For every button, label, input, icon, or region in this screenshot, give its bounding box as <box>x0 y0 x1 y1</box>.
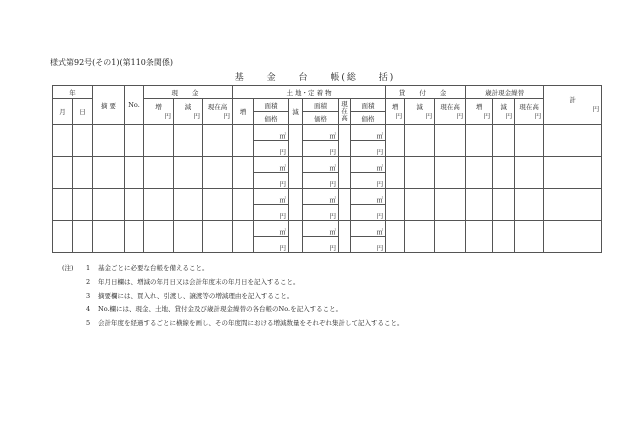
yen-unit: 円 <box>223 111 230 120</box>
sqm-cell: ㎡ <box>254 157 289 173</box>
cash-increase-header <box>144 99 174 125</box>
total-label: 計 <box>569 96 576 104</box>
land-balance-price-header: 価格 <box>351 112 386 125</box>
transfer-balance-header <box>515 99 544 125</box>
loan-balance-header <box>435 99 466 125</box>
note-item <box>62 262 404 276</box>
land-increase-header: 増 <box>233 99 254 125</box>
note-text: No.欄には、現金、土地、貸付金及び歳計現金繰替の各台帳のNo.を記入すること。 <box>98 305 343 314</box>
yen-unit: 円 <box>425 111 433 120</box>
yen-unit: 円 <box>395 111 403 120</box>
yen-cell: 円 <box>351 141 386 157</box>
balance-label: 現在高 <box>440 102 460 111</box>
no-header: No. <box>125 86 144 125</box>
balance-label: 現在高 <box>207 102 228 111</box>
decrease-label: 減 <box>184 102 192 111</box>
table-row <box>53 189 602 205</box>
cash-balance-header <box>203 99 233 125</box>
decrease-label: 減 <box>500 102 507 111</box>
yen-cell: 円 <box>351 173 386 189</box>
note-number: 1 <box>86 264 91 272</box>
yen-unit: 円 <box>534 111 542 120</box>
land-decrease-price-header: 価格 <box>303 112 339 125</box>
land-decrease-header: 減 <box>289 99 303 125</box>
note-number: 4 <box>86 305 91 314</box>
decrease-label: 減 <box>416 102 423 111</box>
cash-header: 現 金 <box>144 86 233 99</box>
note-item <box>62 317 404 331</box>
sqm-cell: ㎡ <box>351 125 386 141</box>
transfer-header: 歳計現金繰替 <box>466 86 544 99</box>
loan-increase-header <box>386 99 405 125</box>
transfer-decrease-header <box>493 99 515 125</box>
note-text: 会計年度を経過するごとに横線を画し、その年度間における増減数量をそれぞれ集計して記入すること。 <box>98 319 404 328</box>
land-increase-area-header: 面積 <box>254 99 289 112</box>
yen-unit: 円 <box>164 111 171 120</box>
yen-cell: 円 <box>254 141 289 157</box>
title-char: 括) <box>378 73 396 83</box>
note-text: 年月日欄は、増減の年月日又は会計年度末の年月日を記入すること。 <box>98 277 300 286</box>
land-balance-area-header: 面積 <box>351 99 386 112</box>
increase-label: 増 <box>475 102 483 111</box>
yen-cell: 円 <box>351 205 386 221</box>
table-row <box>53 221 602 237</box>
day-header: 日 <box>73 99 93 125</box>
land-decrease-area-header: 面積 <box>303 99 339 112</box>
yen-unit: 円 <box>483 111 491 120</box>
land-header: 土 地・定 着 物 <box>233 86 386 99</box>
title-char: 台 <box>298 73 310 83</box>
sqm-cell: ㎡ <box>303 125 339 141</box>
sqm-cell: ㎡ <box>351 157 386 173</box>
note-number: 5 <box>86 319 91 328</box>
increase-label: 増 <box>391 102 399 111</box>
yen-cell: 円 <box>254 237 289 253</box>
table-row <box>53 157 602 173</box>
yen-cell: 円 <box>303 237 339 253</box>
sqm-cell: ㎡ <box>254 189 289 205</box>
title-char: 金 <box>266 73 278 83</box>
year-header: 年 <box>53 86 93 99</box>
yen-cell: 円 <box>303 205 339 221</box>
ledger-table <box>52 85 602 253</box>
total-header <box>544 86 602 125</box>
sqm-cell: ㎡ <box>303 157 339 173</box>
sqm-cell: ㎡ <box>303 221 339 237</box>
yen-cell: 円 <box>303 173 339 189</box>
note-item <box>62 303 404 317</box>
sqm-cell: ㎡ <box>351 189 386 205</box>
cash-decrease-header <box>174 99 203 125</box>
note-item <box>62 276 404 290</box>
loan-decrease-header <box>405 99 435 125</box>
note-number: 3 <box>86 291 91 300</box>
page-title <box>0 70 630 83</box>
loan-header: 貸 付 金 <box>386 86 466 99</box>
land-increase-price-header: 価格 <box>254 112 289 125</box>
increase-label: 増 <box>155 102 162 111</box>
sqm-cell: ㎡ <box>254 125 289 141</box>
notes-head: (注) <box>62 264 74 272</box>
yen-unit: 円 <box>505 111 513 120</box>
table-row <box>53 125 602 141</box>
summary-header: 摘 要 <box>93 86 125 125</box>
yen-unit: 円 <box>592 105 600 113</box>
form-number: 様式第92号(その1)(第110条関係) <box>50 58 174 67</box>
yen-cell: 円 <box>303 141 339 157</box>
balance-label: 現在高 <box>519 102 539 111</box>
note-text: 基金ごとに必要な台帳を備えること。 <box>98 264 209 272</box>
sqm-cell: ㎡ <box>254 221 289 237</box>
yen-unit: 円 <box>193 111 200 120</box>
land-balance-header: 現在高 <box>339 99 351 125</box>
note-text: 摘要欄には、買入れ、引渡し、譲渡等の増減理由を記入すること。 <box>98 291 294 300</box>
sqm-cell: ㎡ <box>303 189 339 205</box>
note-number: 2 <box>86 277 91 286</box>
yen-cell: 円 <box>254 205 289 221</box>
title-char: 基 <box>234 73 246 83</box>
notes <box>62 262 404 331</box>
note-item <box>62 290 404 304</box>
yen-unit: 円 <box>456 111 464 120</box>
month-header: 月 <box>53 99 73 125</box>
yen-cell: 円 <box>254 173 289 189</box>
yen-cell: 円 <box>351 237 386 253</box>
title-char: 帳(総 <box>330 73 358 83</box>
sqm-cell: ㎡ <box>351 221 386 237</box>
transfer-increase-header <box>466 99 493 125</box>
